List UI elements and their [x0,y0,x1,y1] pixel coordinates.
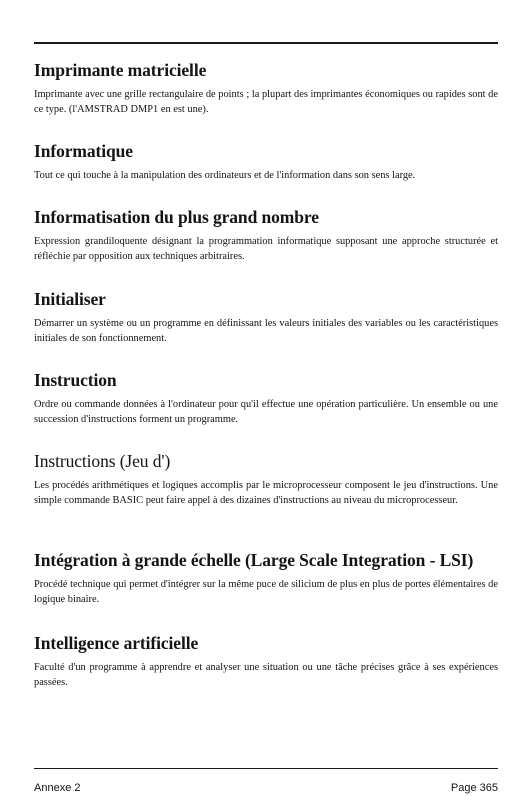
bottom-rule [34,768,498,769]
entry-term: Informatisation du plus grand nombre [34,207,319,227]
entry-term: Informatique [34,141,133,161]
glossary-entry [34,141,498,183]
entry-definition: Expression grandiloquente désignant la programmation informatique supposant une approche structurée et réfléchie par opposition aux techniques arbitraires. [34,236,498,262]
entry-term: Imprimante matricielle [34,60,207,80]
top-rule [34,42,498,44]
footer-section-label: Annexe 2 [34,782,81,794]
glossary-entry [34,289,498,346]
glossary-entry [34,550,498,607]
entry-definition: Procédé technique qui permet d'intégrer sur la même puce de silicium de plus en plus de portes élémentaires de logique binaire. [34,579,498,605]
entry-term: Instruction [34,370,117,390]
entry-definition: Tout ce qui touche à la manipulation des ordinateurs et de l'information dans son sens large. [34,170,416,181]
glossary-entry [34,207,498,264]
entry-definition: Faculté d'un programme à apprendre et analyser une situation ou une tâche précises grâce à ses expériences passées. [34,662,498,688]
entry-definition: Les procédés arithmétiques et logiques accomplis par le microprocesseur composent le jeu d'instructions. Une simple commande BASIC peut faire appel à des dizaines d'instructions au niveau du microprocesseur. [34,480,498,506]
entry-definition: Démarrer un système ou un programme en définissant les valeurs initiales des variables ou les caractéristiques initiales de son fonctionnement. [34,318,498,344]
glossary-entry [34,60,498,117]
entry-term: Intelligence artificielle [34,633,199,653]
entry-definition: Ordre ou commande données à l'ordinateur pour qu'il effectue une opération particulière. Un ensemble ou une succession d'instructions forment un programme. [34,399,498,425]
entry-term: Instructions (Jeu d') [34,451,171,471]
footer-page-number: Page 365 [450,782,498,794]
entry-term: Intégration à grande échelle (Large Scale Integration - LSI) [34,550,474,570]
glossary-entry [34,370,498,427]
entry-definition: Imprimante avec une grille rectangulaire de points ; la plupart des imprimantes économiques ou rapides sont de ce type. (l'AMSTRAD DMP1 en est une). [34,89,498,115]
glossary-entry [34,633,498,690]
glossary-entry [34,451,498,508]
entry-term: Initialiser [34,289,106,309]
